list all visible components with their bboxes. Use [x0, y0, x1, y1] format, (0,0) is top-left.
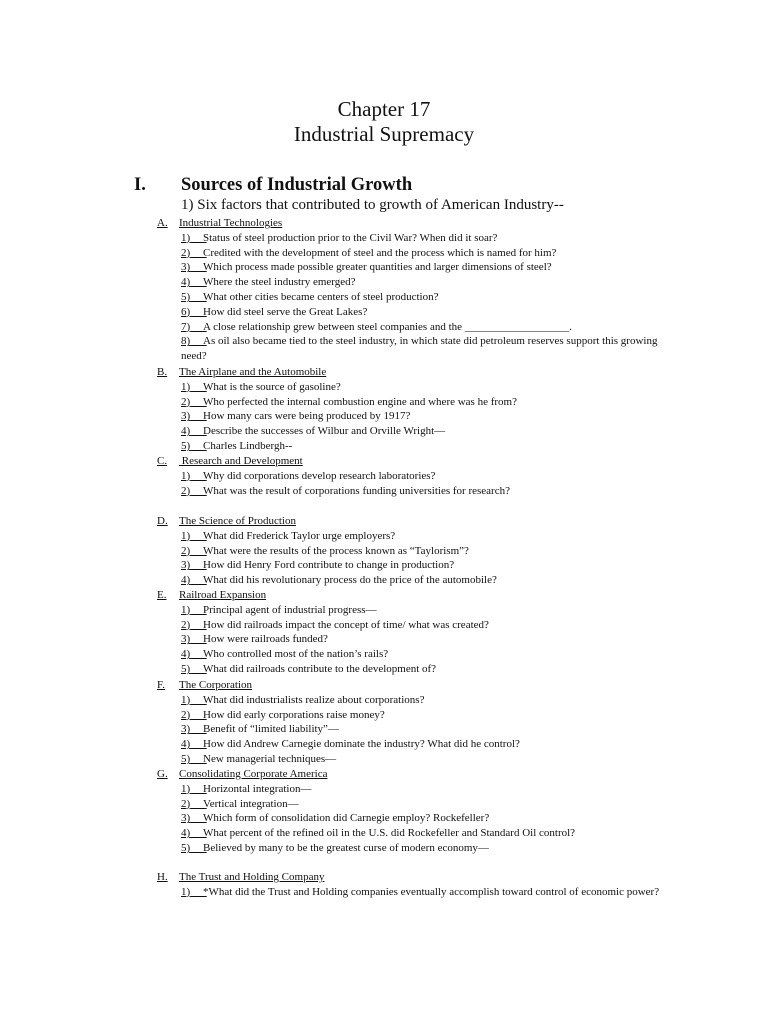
subsection-label: The Science of Production — [179, 515, 296, 527]
question-item — [181, 484, 681, 499]
subsection-label: Industrial Technologies — [179, 217, 283, 229]
question-number: 3) ___ — [181, 811, 203, 826]
question-text: What were the results of the process known as “Taylorism”? — [203, 544, 469, 557]
question-number: 4) ___ — [181, 826, 203, 841]
question-text: Who perfected the internal combustion engine and where was he from? — [203, 395, 517, 408]
subsection-letter: B. — [157, 366, 168, 378]
question-text: What other cities became centers of steel production? — [203, 291, 439, 303]
question-item — [181, 693, 681, 708]
question-item — [181, 573, 681, 588]
question-text: How were railroads funded? — [203, 633, 328, 646]
question-number: 1) ___ — [181, 885, 203, 900]
subsection-heading — [157, 678, 252, 692]
question-text: What did his revolutionary process do the price of the automobile? — [203, 574, 497, 587]
question-item — [181, 797, 681, 812]
subsection-heading — [157, 365, 326, 379]
question-text: How did steel serve the Great Lakes? — [203, 305, 368, 318]
question-number: 5) ___ — [181, 841, 203, 856]
question-text: How did Andrew Carnegie dominate the industry? What did he control? — [203, 738, 520, 751]
question-item — [181, 752, 681, 767]
question-number: 3) ___ — [181, 722, 203, 737]
question-number: 2) ___ — [181, 797, 203, 812]
subsection-label: Research and Development — [179, 455, 303, 467]
question-item — [181, 439, 681, 454]
question-item — [181, 603, 681, 618]
question-item — [181, 305, 681, 320]
question-number: 2) ___ — [181, 246, 203, 261]
question-item — [181, 544, 681, 559]
question-text: How did Henry Ford contribute to change in production? — [203, 559, 455, 572]
chapter-title: Industrial Supremacy — [293, 122, 475, 146]
question-text: Principal agent of industrial progress— — [203, 603, 377, 616]
question-text: What was the result of corporations funding universities for research? — [203, 484, 510, 497]
question-item — [181, 647, 681, 662]
question-text: What percent of the refined oil in the U.S. did Rockefeller and Standard Oil control? — [203, 827, 576, 840]
question-text: Benefit of “limited liability”— — [203, 723, 339, 736]
section-intro: 1) Six factors that contributed to growth of American Industry-- — [181, 197, 564, 213]
question-number: 1) ___ — [181, 231, 203, 246]
question-text: What did Frederick Taylor urge employers? — [203, 529, 396, 542]
question-item — [181, 469, 681, 484]
question-item — [181, 632, 681, 647]
question-text: Describe the successes of Wilbur and Orville Wright— — [203, 425, 446, 438]
subsection-heading — [157, 767, 327, 781]
subsection-heading — [157, 454, 303, 468]
question-item — [181, 246, 681, 261]
subsection-label: The Corporation — [179, 679, 253, 691]
question-text: *What did the Trust and Holding companies eventually accomplish toward control of economic power? — [203, 885, 660, 898]
question-number: 1) ___ — [181, 529, 203, 544]
question-item — [181, 320, 681, 335]
question-text: Status of steel production prior to the Civil War? When did it soar? — [203, 231, 498, 244]
question-text: Believed by many to be the greatest curse of modern economy— — [203, 842, 489, 854]
question-number: 3) ___ — [181, 558, 203, 573]
question-item — [181, 841, 681, 856]
subsection-letter: G. — [157, 768, 168, 780]
question-number: 4) ___ — [181, 737, 203, 752]
subsection-label: Railroad Expansion — [179, 589, 267, 601]
subsection-letter: F. — [157, 679, 165, 691]
question-number: 2) ___ — [181, 484, 203, 499]
subsection-letter: D. — [157, 515, 168, 527]
question-item — [181, 275, 681, 290]
question-text: How many cars were being produced by 1917? — [203, 410, 411, 423]
subsection-letter: C. — [157, 455, 168, 467]
subsection-heading — [157, 514, 296, 528]
question-item — [181, 618, 681, 633]
question-item — [181, 737, 681, 752]
question-text: Credited with the development of steel and the process which is named for him? — [203, 246, 557, 259]
question-number: 3) ___ — [181, 409, 203, 424]
subsection-heading — [157, 216, 282, 230]
question-text: What did industrialists realize about corporations? — [203, 693, 425, 706]
question-item — [181, 782, 681, 797]
chapter-heading: Chapter 17 — [337, 97, 431, 121]
question-text: A close relationship grew between steel companies and the ___________________. — [203, 320, 573, 333]
question-text: Which process made possible greater quantities and larger dimensions of steel? — [203, 261, 552, 274]
question-number: 5) ___ — [181, 662, 203, 677]
question-number: 5) ___ — [181, 752, 203, 767]
question-text: As oil also became tied to the steel industry, in which state did petroleum reserves support this growing need? — [181, 335, 658, 363]
question-item — [181, 395, 681, 410]
section-title: Sources of Industrial Growth — [181, 175, 413, 195]
question-number: 1) ___ — [181, 603, 203, 618]
section-numeral: I. — [134, 175, 146, 195]
subsection-heading — [157, 588, 266, 602]
question-item — [181, 334, 681, 364]
question-number: 1) ___ — [181, 380, 203, 395]
subsection-label: The Trust and Holding Company — [179, 871, 325, 883]
question-number: 7) ___ — [181, 320, 203, 335]
question-item — [181, 662, 681, 677]
question-text: What did railroads contribute to the development of? — [203, 663, 437, 675]
question-number: 3) ___ — [181, 632, 203, 647]
question-number: 5) ___ — [181, 439, 203, 454]
question-item — [181, 811, 681, 826]
question-item — [181, 380, 681, 395]
question-number: 3) ___ — [181, 260, 203, 275]
question-number: 2) ___ — [181, 395, 203, 410]
subsection-letter: E. — [157, 589, 167, 601]
question-number: 1) ___ — [181, 469, 203, 484]
question-number: 4) ___ — [181, 647, 203, 662]
subsection-label: The Airplane and the Automobile — [179, 366, 327, 378]
question-text: How did railroads impact the concept of time/ what was created? — [203, 618, 489, 631]
question-text: Why did corporations develop research laboratories? — [203, 469, 436, 482]
question-number: 1) ___ — [181, 693, 203, 708]
question-item — [181, 424, 681, 439]
question-text: New managerial techniques— — [203, 753, 337, 765]
question-text: Charles Lindbergh-- — [203, 440, 293, 452]
question-text: How did early corporations raise money? — [203, 708, 385, 721]
question-item — [181, 708, 681, 723]
question-item — [181, 558, 681, 573]
subsection-letter: H. — [157, 871, 168, 883]
question-number: 4) ___ — [181, 424, 203, 439]
subsection-label: Consolidating Corporate America — [179, 768, 328, 780]
subsection-heading — [157, 870, 324, 884]
question-text: What is the source of gasoline? — [203, 380, 341, 393]
question-text: Vertical integration— — [203, 797, 299, 810]
question-number: 2) ___ — [181, 544, 203, 559]
question-number: 2) ___ — [181, 708, 203, 723]
question-item — [181, 290, 681, 305]
question-item — [181, 722, 681, 737]
subsection-letter: A. — [157, 217, 168, 229]
question-number: 4) ___ — [181, 275, 203, 290]
question-text: Horizontal integration— — [203, 782, 312, 795]
question-number: 1) ___ — [181, 782, 203, 797]
question-number: 5) ___ — [181, 290, 203, 305]
question-number: 4) ___ — [181, 573, 203, 588]
question-item — [181, 529, 681, 544]
question-item — [181, 260, 681, 275]
question-number: 2) ___ — [181, 618, 203, 633]
question-text: Where the steel industry emerged? — [203, 276, 356, 289]
question-item — [181, 409, 681, 424]
question-item — [181, 826, 681, 841]
question-item — [181, 885, 681, 900]
question-text: Which form of consolidation did Carnegie employ? Rockefeller? — [203, 812, 490, 825]
question-text: Who controlled most of the nation’s rails? — [203, 648, 389, 661]
question-item — [181, 231, 681, 246]
question-number: 6) ___ — [181, 305, 203, 320]
question-number: 8) ___ — [181, 334, 203, 349]
